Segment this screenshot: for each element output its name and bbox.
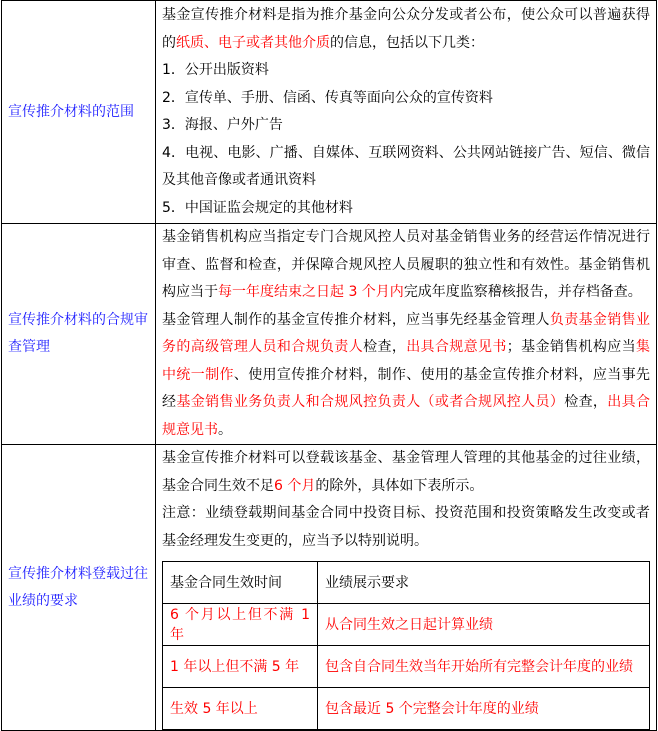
text-segment: 基金管理人制作的基金宣传推介材料，应当事先经基金管理人 [162,311,550,328]
inner-row [163,604,650,646]
text-segment: 基金宣传推介材料是指为推介基金向公众分发或者公布，使公众可以普遍获得的 [162,7,650,51]
paragraph [162,307,650,445]
row-content [156,445,657,731]
fund-promotion-rules-table [1,0,657,731]
text-segment: ；基金销售机构应当 [506,339,637,355]
row-label: 宣传推介材料登载过往业绩的要求 [2,445,156,731]
row-compliance-review [2,224,657,445]
text-segment: 的除外，具体如下表所示。 [315,477,484,494]
highlighted-text: 基金销售业务负责人和合规风控负责人（或者合规风控人员） [176,394,565,410]
paragraph [162,445,650,500]
row-past-performance [2,445,657,731]
cell: 包含自合同生效当年开始所有完整会计年度的业绩 [318,646,650,688]
highlighted-text: 出具合规意见书 [406,339,507,355]
paragraph [162,195,650,223]
row-label: 宣传推介材料的范围 [2,1,156,224]
text-segment: 、使用宣传推介材料，制作、使用的基金宣传推介材料，应当事先经 [162,366,651,410]
inner-row [163,688,650,730]
highlighted-text: 纸质、电子或者其他介质 [176,34,330,51]
highlighted-text: 负责基金销售业务的高级管理人员和合规负责人 [162,311,651,355]
paragraph [162,85,650,113]
paragraph [162,57,650,85]
cell: 6 个月以上但不满 1 年 [163,604,318,646]
header-cell: 基金合同生效时间 [163,562,318,604]
highlighted-text: 6 个月 [274,477,316,494]
row-label: 宣传推介材料的合规审查管理 [2,224,156,445]
paragraph [162,2,650,57]
highlighted-text: 集中统一制作 [162,339,651,383]
text-segment: 基金宣传推介材料可以登载该基金、基金管理人管理的其他基金的过往业绩，基金合同生效不足 [162,450,650,494]
row-scope [2,1,657,224]
text-segment: 2．宣传单、手册、信函、传真等面向公众的宣传资料 [162,89,493,106]
text-segment: 。 [218,421,232,438]
text-segment: 检查， [363,339,407,355]
text-segment: 完成年度监察稽核报告，并存档备查。 [403,284,642,300]
text-segment: 5．中国证监会规定的其他材料 [162,199,353,216]
cell: 从合同生效之日起计算业绩 [318,604,650,646]
inner-header-row [163,562,650,604]
highlighted-text: 出具合规意见书 [162,394,651,438]
inner-row [163,646,650,688]
header-cell: 业绩展示要求 [318,562,650,604]
text-segment: 3．海报、户外广告 [162,117,283,133]
row-content [156,1,657,224]
text-segment: 基金销售机构应当指定专门合规风控人员对基金销售业务的经营运作情况进行审查、监督和检查，并保障合规风控人员履职的独立性和有效性。基金销售机构应当于 [162,229,650,300]
paragraph [162,112,650,140]
text-segment: 的信息，包括以下几类： [330,34,484,51]
cell: 生效 5 年以上 [163,688,318,730]
highlighted-text: 每一年度结束之日起 3 个月内 [218,284,404,300]
paragraph [162,140,650,195]
cell: 包含最近 5 个完整会计年度的业绩 [318,688,650,730]
text-segment: 检查， [564,394,608,410]
paragraph [162,224,650,307]
text-segment: 1．公开出版资料 [162,62,269,78]
performance-requirements-table [162,561,650,730]
paragraph [162,500,650,555]
text-segment: 注意：业绩登载期间基金合同中投资目标、投资范围和投资策略发生改变或者基金经理发生变更的，应当予以特别说明。 [162,505,650,549]
cell: 1 年以上但不满 5 年 [163,646,318,688]
text-segment: 4．电视、电影、广播、自媒体、互联网资料、公共网站链接广告、短信、微信及其他音像或者通讯资料 [162,144,650,188]
row-content [156,224,657,445]
